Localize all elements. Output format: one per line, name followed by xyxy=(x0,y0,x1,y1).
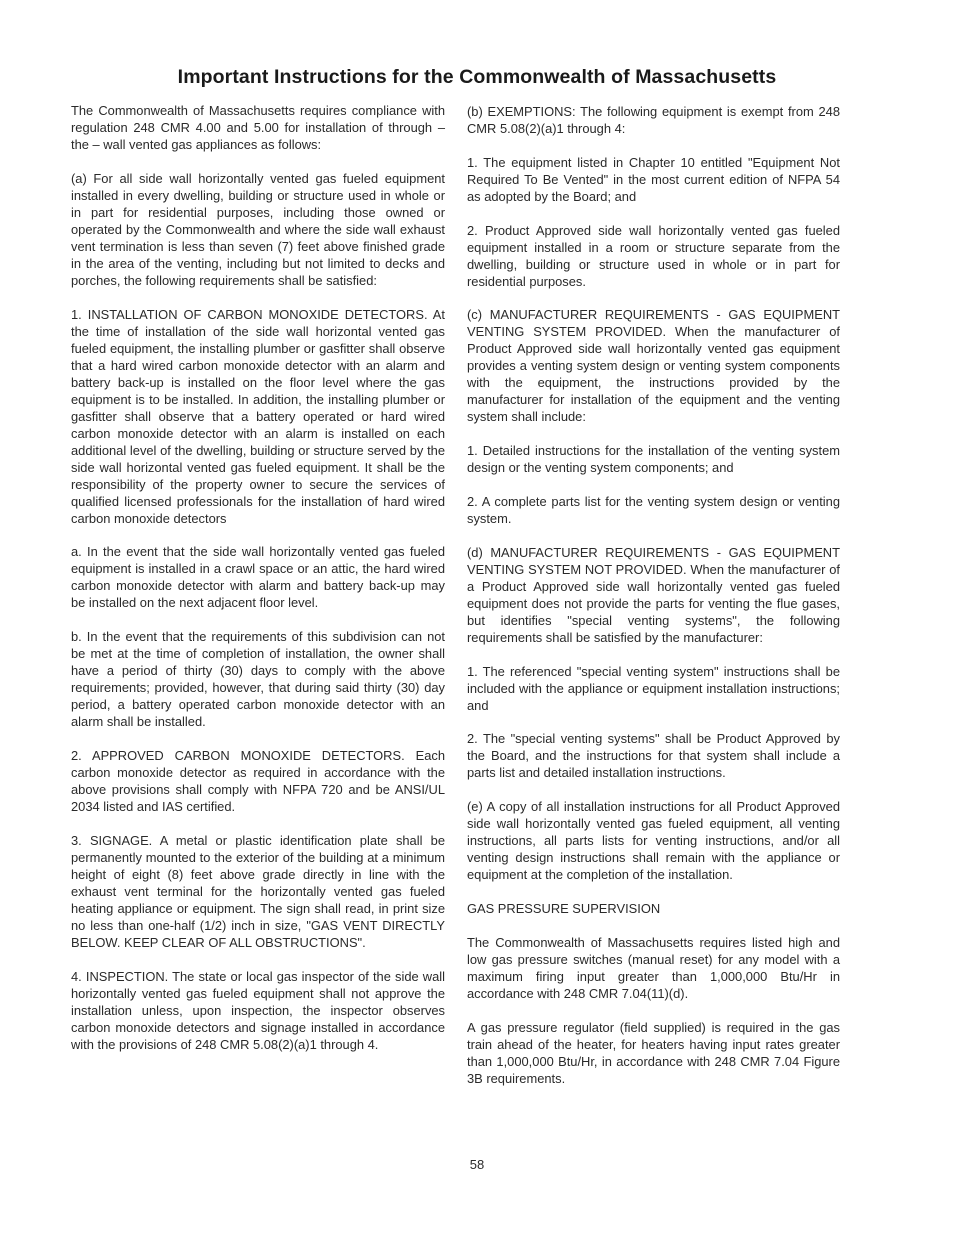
section-heading: GAS PRESSURE SUPERVISION xyxy=(467,900,661,916)
paragraph: (a) For all side wall horizontally vented gas fueled equipment installed in every dwelling, building or structure used in whole or in part for residential purposes, including those owned or operated by the Commonwealth and where the side wall exhaust vent termination is less than seven (7) feet above finished grade in the area of the venting, including but not limited to decks and porches, the following requirements shall be satisfied: xyxy=(71,170,445,288)
paragraph: a. In the event that the side wall horizontally vented gas fueled equipment is installed in a crawl space or an attic, the hard wired carbon monoxide detector with alarm and battery back-up may be installed on the next adjacent floor level. xyxy=(71,544,445,611)
paragraph: A gas pressure regulator (field supplied) is required in the gas train ahead of the heater, for heaters having input rates greater than 1,000,000 Btu/Hr, in accordance with 248 CMR 7.04 Figure 3B requirements. xyxy=(467,1019,840,1086)
paragraph: The Commonwealth of Massachusetts requires listed high and low gas pressure switches (manual reset) for any model with a maximum firing input greater than 1,000,000 Btu/Hr in accordance with 248 CMR 7.04(11)(d). xyxy=(467,934,840,1001)
paragraph: 1. INSTALLATION OF CARBON MONOXIDE DETECTORS. At the time of installation of the side wall horizontal vented gas fueled equipment, the installing plumber or gasfitter shall observe that a hard wired carbon monoxide detector with an alarm and battery back-up is installed on the floor level where the gas equipment is to be installed. In addition, the installing plumber or gasfitter shall observe that a battery operated or hard wired carbon monoxide detector with an alarm is installed on each additional level of the dwelling, building or structure served by the side wall horizontal vented gas fueled equipment. It shall be the responsibility of the property owner to secure the services of qualified licensed professionals for the installation of hard wired carbon monoxide detectors xyxy=(71,306,445,526)
left-column xyxy=(71,102,445,1069)
paragraph: The Commonwealth of Massachusetts requires compliance with regulation 248 CMR 4.00 and 5.00 for installation of through – the – wall vented gas appliances as follows: xyxy=(71,103,445,152)
paragraph: 1. Detailed instructions for the installation of the venting system design or the venting system components; and xyxy=(467,443,840,476)
paragraph: b. In the event that the requirements of this subdivision can not be met at the time of completion of installation, the owner shall have a period of thirty (30) days to comply with the above requirements; provided, however, that during said thirty (30) day period, a battery operated carbon monoxide detector with an alarm shall be installed. xyxy=(71,629,445,730)
paragraph: (d) MANUFACTURER REQUIREMENTS - GAS EQUIPMENT VENTING SYSTEM NOT PROVIDED. When the manufacturer of a Product Approved side wall horizontally vented gas fueled equipment does not provide the parts for venting the flue gases, but identifies "special venting systems", the following requirements shall be satisfied by the manufacturer: xyxy=(467,544,840,645)
paragraph: 3. SIGNAGE. A metal or plastic identification plate shall be permanently mounted to the exterior of the building at a minimum height of eight (8) feet above grade directly in line with the exhaust vent terminal for the horizontally vented gas fueled heating appliance or equipment. The sign shall read, in print size no less than one-half (1/2) inch in size, "GAS VENT DIRECTLY BELOW. KEEP CLEAR OF ALL OBSTRUCTIONS". xyxy=(71,832,445,950)
paragraph: 1. The equipment listed in Chapter 10 entitled "Equipment Not Required To Be Vented" in the most current edition of NFPA 54 as adopted by the Board; and xyxy=(467,154,840,204)
paragraph: 2. The "special venting systems" shall be Product Approved by the Board, and the instructions for that system shall include a parts list and detailed installation instructions. xyxy=(467,731,840,781)
paragraph: 4. INSPECTION. The state or local gas inspector of the side wall horizontally vented gas fueled equipment shall not approve the installation unless, upon inspection, the inspector observes carbon monoxide detectors and signage installed in accordance with the provisions of 248 CMR 5.08(2)(a)1 through 4. xyxy=(71,968,445,1052)
paragraph: (c) MANUFACTURER REQUIREMENTS - GAS EQUIPMENT VENTING SYSTEM PROVIDED. When the manufacturer of Product Approved side wall horizontally vented gas equipment provides a venting system design or venting system components with the equipment, the instructions provided by the manufacturer for installation of the equipment and the venting system shall include: xyxy=(467,307,840,425)
page-number: 58 xyxy=(469,1157,485,1172)
paragraph: 2. APPROVED CARBON MONOXIDE DETECTORS. Each carbon monoxide detector as required in accordance with the above provisions shall comply with NFPA 720 and be ANSI/UL 2034 listed and IAS certified. xyxy=(71,747,445,814)
paragraph: 2. Product Approved side wall horizontally vented gas fueled equipment installed in a room or structure separate from the dwelling, building or structure used in whole or in part for residential purposes. xyxy=(467,222,840,289)
paragraph: (e) A copy of all installation instructions for all Product Approved side wall horizontally vented gas fueled equipment, all venting instructions, all parts lists for venting instructions, and/or all venting design instructions shall remain with the appliance or equipment at the completion of the installation. xyxy=(467,799,840,883)
paragraph: 2. A complete parts list for the venting system design or venting system. xyxy=(467,493,840,526)
page-title: Important Instructions for the Commonwealth of Massachusetts xyxy=(177,66,777,88)
paragraph: 1. The referenced "special venting system" instructions shall be included with the appliance or equipment installation instructions; and xyxy=(467,663,840,713)
right-column xyxy=(467,103,840,1103)
paragraph: (b) EXEMPTIONS: The following equipment is exempt from 248 CMR 5.08(2)(a)1 through 4: xyxy=(467,104,840,136)
